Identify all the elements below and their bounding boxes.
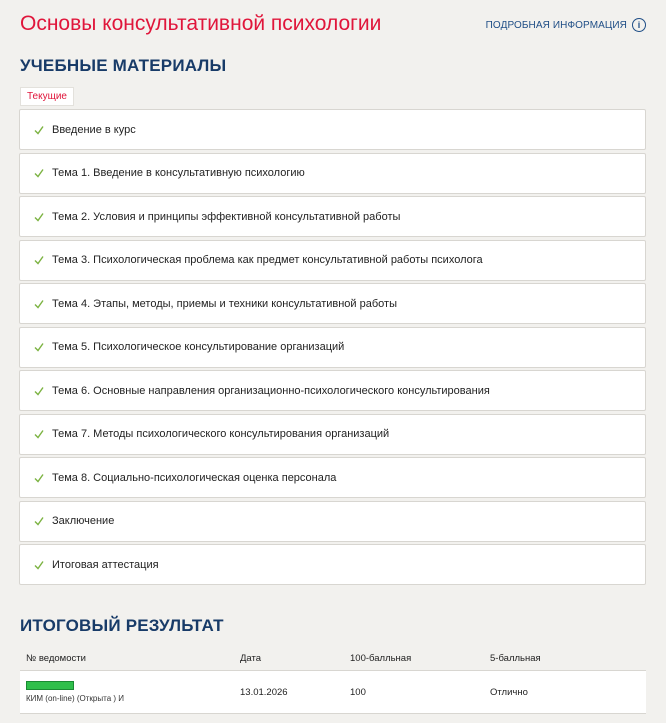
details-link[interactable]	[486, 18, 646, 32]
check-icon	[34, 560, 44, 570]
check-icon	[34, 429, 44, 439]
course-title: Основы консультативной психологии	[20, 12, 382, 35]
lesson-item[interactable]	[19, 501, 646, 542]
lesson-item[interactable]	[19, 153, 646, 194]
table-row[interactable]	[20, 671, 646, 714]
check-icon	[34, 212, 44, 222]
materials-title: УЧЕБНЫЕ МАТЕРИАЛЫ	[20, 56, 227, 75]
lesson-label: Итоговая аттестация	[52, 558, 159, 571]
sheet-cell[interactable]	[20, 671, 234, 714]
check-icon	[34, 473, 44, 483]
lesson-label: Заключение	[52, 515, 115, 527]
check-icon	[34, 516, 44, 526]
date-cell: 13.01.2026	[234, 671, 344, 714]
lesson-label: Тема 5. Психологическое консультирование организаций	[52, 341, 345, 353]
result-table	[20, 646, 646, 714]
lesson-item[interactable]	[19, 327, 646, 368]
lesson-item[interactable]	[19, 414, 646, 455]
lesson-item[interactable]	[19, 457, 646, 498]
lesson-item[interactable]	[19, 370, 646, 411]
result-title: ИТОГОВЫЙ РЕЗУЛЬТАТ	[20, 616, 224, 635]
check-icon	[34, 255, 44, 265]
check-icon	[34, 386, 44, 396]
lesson-list	[19, 109, 646, 588]
lesson-label: Тема 1. Введение в консультативную психологию	[52, 167, 305, 179]
check-icon	[34, 299, 44, 309]
check-icon	[34, 342, 44, 352]
lesson-label: Введение в курс	[52, 123, 136, 136]
tab-current[interactable]: Текущие	[20, 87, 74, 106]
lesson-item[interactable]	[19, 544, 646, 585]
lesson-item[interactable]	[19, 283, 646, 324]
result-header-row	[20, 646, 646, 671]
lesson-label: Тема 2. Условия и принципы эффективной консультативной работы	[52, 210, 401, 223]
lesson-label: Тема 3. Психологическая проблема как предмет консультативной работы психолога	[52, 254, 483, 266]
column-header-score5: 5-балльная	[484, 646, 646, 671]
sheet-name: КИМ (on-line) (Открыта ) И	[26, 694, 124, 703]
score100-cell: 100	[344, 671, 484, 714]
info-icon: i	[632, 18, 646, 32]
column-header-date: Дата	[234, 646, 344, 671]
column-header-score100: 100-балльная	[344, 646, 484, 671]
lesson-item[interactable]	[19, 196, 646, 237]
details-link-label: ПОДРОБНАЯ ИНФОРМАЦИЯ	[485, 19, 627, 31]
score5-cell: Отлично	[484, 671, 646, 714]
lesson-label: Тема 4. Этапы, методы, приемы и техники консультативной работы	[52, 297, 397, 310]
lesson-label: Тема 8. Социально-психологическая оценка персонала	[52, 471, 337, 484]
lesson-label: Тема 6. Основные направления организационно-психологического консультирования	[52, 384, 490, 397]
check-icon	[34, 125, 44, 135]
lesson-item[interactable]	[19, 109, 646, 150]
progress-bar	[26, 681, 74, 690]
check-icon	[34, 168, 44, 178]
lesson-item[interactable]	[19, 240, 646, 281]
lesson-label: Тема 7. Методы психологического консультирования организаций	[52, 428, 390, 440]
column-header-sheet: № ведомости	[20, 646, 234, 671]
